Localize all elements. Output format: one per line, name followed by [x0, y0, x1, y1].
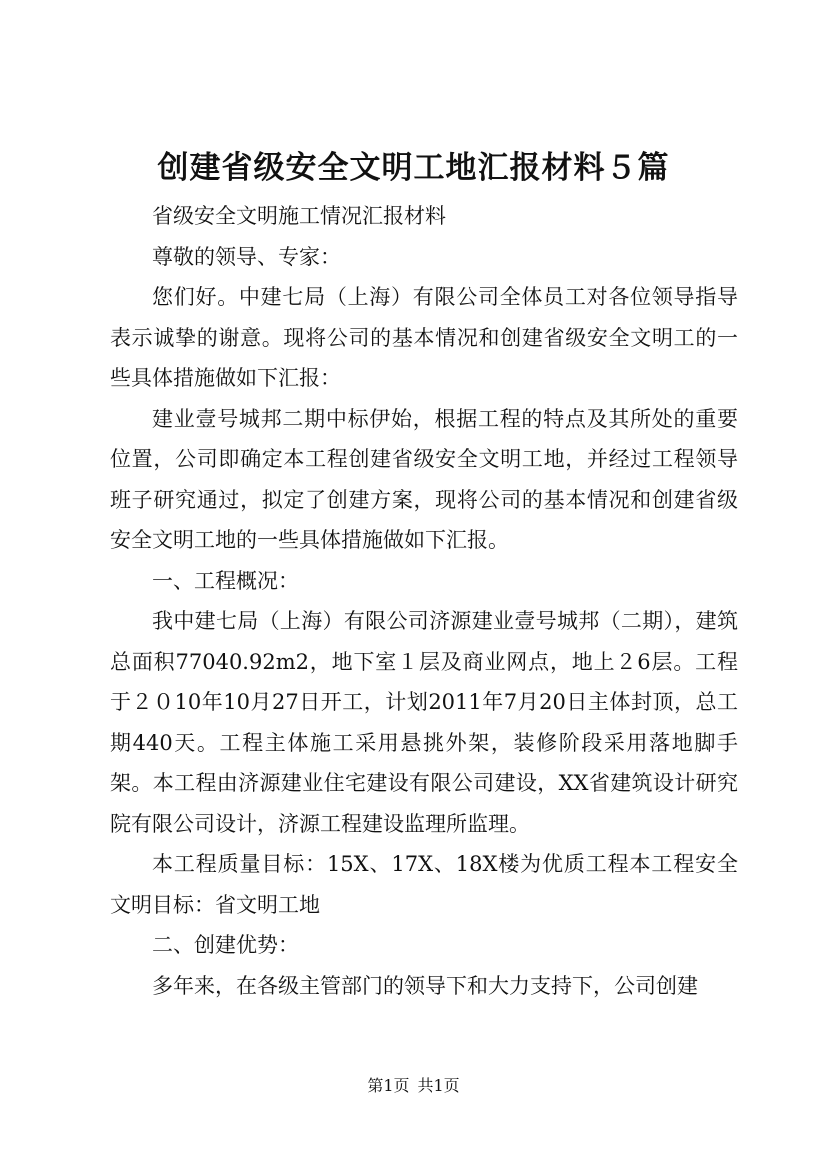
document-body	[110, 196, 738, 1006]
body-paragraph: 我中建七局（上海）有限公司济源建业壹号城邦（二期），建筑总面积77040.92m2，地下室１层及商业网点，地上２6层。工程于２０10年10月27日开工，计划2011年7月20日主体封顶，总工期440天。工程主体施工采用悬挑外架，装修阶段采用落地脚手架。本工程由济源建业住宅建设有限公司建设，XX省建筑设计研究院有限公司设计，济源工程建设监理所监理。	[110, 609, 738, 836]
document-title: 创建省级安全文明工地汇报材料５篇	[157, 150, 670, 186]
page-total: 共1页	[417, 1076, 460, 1095]
page-footer	[0, 1076, 827, 1096]
body-paragraph: 您们好。中建七局（上海）有限公司全体员工对各位领导指导表示诚挚的谢意。现将公司的基本情况和创建省级安全文明工的一些具体措施做如下汇报：	[110, 285, 738, 390]
section-heading: 一、工程概况：	[152, 568, 299, 593]
body-paragraph: 建业壹号城邦二期中标伊始，根据工程的特点及其所处的重要位置，公司即确定本工程创建省级安全文明工地，并经过工程领导班子研究通过，拟定了创建方案，现将公司的基本情况和创建省级安全文明工地的一些具体措施做如下汇报。	[110, 406, 738, 552]
salutation-paragraph: 尊敬的领导、专家：	[152, 244, 341, 269]
subtitle-paragraph: 省级安全文明施工情况汇报材料	[152, 204, 446, 228]
body-paragraph: 本工程质量目标：15X、17X、18X楼为优质工程本工程安全文明目标：省文明工地	[110, 852, 738, 917]
body-paragraph: 多年来，在各级主管部门的领导下和大力支持下，公司创建	[152, 973, 698, 998]
section-heading: 二、创建优势：	[152, 933, 299, 957]
page-number: 第1页	[367, 1076, 410, 1095]
